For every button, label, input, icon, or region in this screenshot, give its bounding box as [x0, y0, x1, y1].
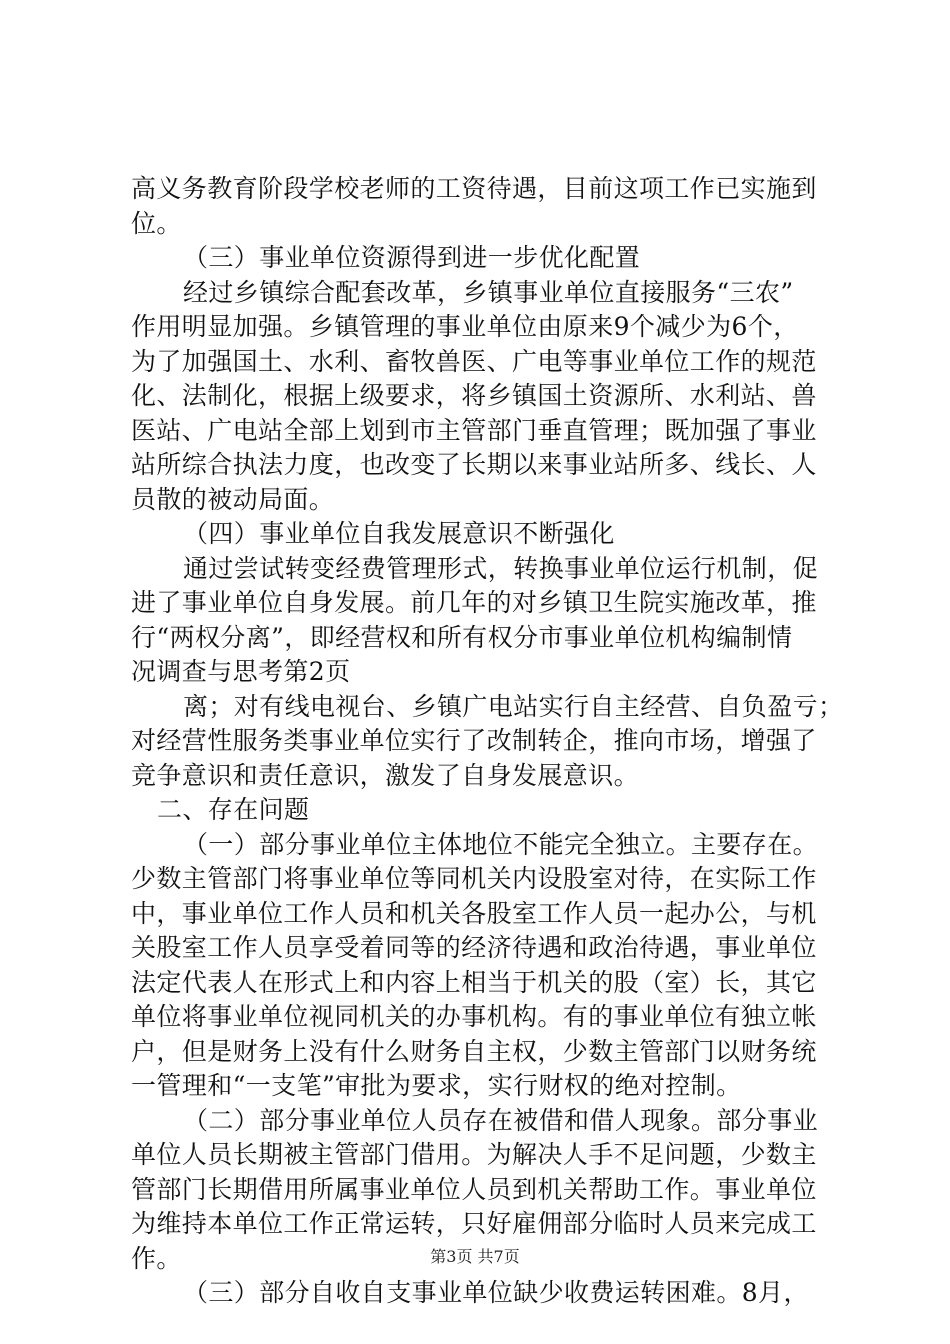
text-line: 医站、广电站全部上划到市主管部门垂直管理；既加强了事业	[131, 415, 817, 445]
text-line: 一管理和“一支笔”审批为要求，实行财权的绝对控制。	[131, 1071, 742, 1100]
text-line: 作。	[131, 1243, 182, 1273]
text-line: 作用明显加强。乡镇管理的事业单位由原来9个减少为6个，	[131, 312, 799, 341]
text-line: 为了加强国土、水利、畜牧兽医、广电等事业单位工作的规范	[131, 346, 817, 376]
text-line: 单位人员长期被主管部门借用。为解决人手不足问题，少数主	[131, 1140, 817, 1169]
text-line: 对经营性服务类事业单位实行了改制转企，推向市场，增强了	[131, 726, 817, 755]
text-line: 竞争意识和责任意识，激发了自身发展意识。	[131, 760, 640, 790]
text-line: （二）部分事业单位人员存在被借和借人现象。部分事业	[183, 1105, 819, 1135]
text-line: 行“两权分离”，即经营权和所有权分市事业单位机构编制情	[131, 622, 793, 652]
text-line: 单位将事业单位视同机关的办事机构。有的事业单位有独立帐	[131, 1002, 817, 1031]
text-line: 户，但是财务上没有什么财务自主权，少数主管部门以财务统	[131, 1036, 817, 1066]
section-heading: （四）事业单位自我发展意识不断强化	[183, 519, 615, 548]
section-heading: （三）事业单位资源得到进一步优化配置	[183, 243, 641, 272]
text-line: 经过乡镇综合配套改革，乡镇事业单位直接服务“三农”	[183, 277, 794, 307]
text-line: 通过尝试转变经费管理形式，转换事业单位运行机制，促	[183, 553, 819, 583]
body-text	[131, 172, 844, 1311]
text-line: 管部门长期借用所属事业单位人员到机关帮助工作。事业单位	[131, 1174, 817, 1204]
text-line: 位。	[131, 208, 182, 238]
page-number-footer: 第3页 共7页	[430, 1247, 520, 1266]
section-heading: 二、存在问题	[157, 795, 310, 824]
text-line: 少数主管部门将事业单位等同机关内设股室对待，在实际工作	[131, 864, 817, 893]
text-line: 化、法制化，根据上级要求，将乡镇国土资源所、水利站、兽	[131, 381, 817, 410]
text-line: 站所综合执法力度，也改变了长期以来事业站所多、线长、人	[131, 450, 817, 479]
text-line: 关股室工作人员享受着同等的经济待遇和政治待遇，事业单位	[131, 933, 817, 962]
text-line: 为维持本单位工作正常运转，只好雇佣部分临时人员来完成工	[131, 1209, 817, 1238]
text-line: 离；对有线电视台、乡镇广电站实行自主经营、自负盈亏；	[183, 691, 844, 721]
text-line: （一）部分事业单位主体地位不能完全独立。主要存在。	[183, 829, 819, 859]
text-line: （三）部分自收自支事业单位缺少收费运转困难。8月，	[183, 1278, 809, 1307]
text-line: 进了事业单位自身发展。前几年的对乡镇卫生院实施改革，推	[131, 588, 817, 617]
text-line: 况调查与思考第2页	[131, 657, 351, 686]
text-line: 高义务教育阶段学校老师的工资待遇，目前这项工作已实施到	[131, 174, 817, 203]
text-line: 员散的被动局面。	[131, 484, 335, 514]
text-line: 中，事业单位工作人员和机关各股室工作人员一起办公，与机	[131, 898, 817, 928]
text-line: 法定代表人在形式上和内容上相当于机关的股（室）长，其它	[131, 967, 817, 997]
